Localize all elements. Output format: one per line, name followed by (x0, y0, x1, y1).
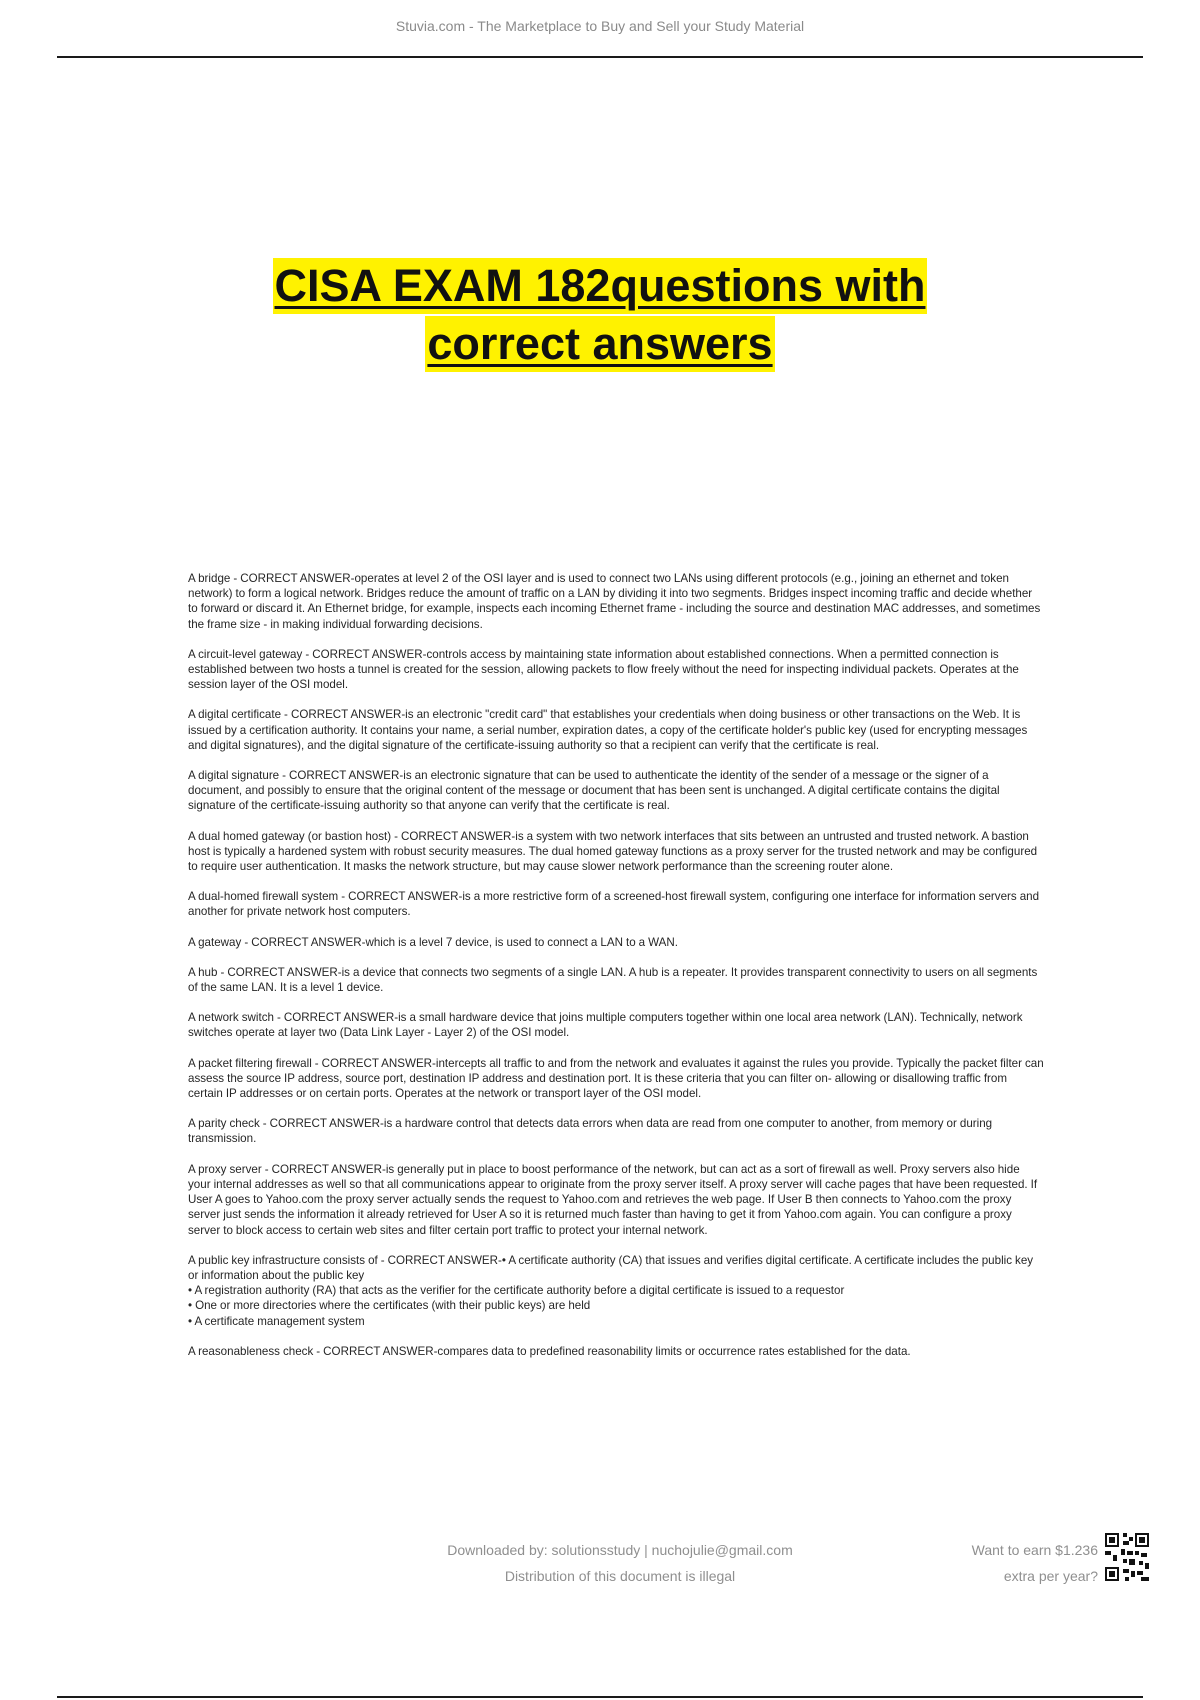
page-header: Stuvia.com - The Marketplace to Buy and Sell your Study Material (395, 18, 805, 34)
footer-divider (57, 1696, 1143, 1698)
qa-item: A packet filtering firewall - CORRECT ANSWER-intercepts all traffic to and from the network and evaluates it against the rules you provide. Typically the packet filter can assess the source IP address, source port, destination IP address and destination port. It is these criteria that you can filter on- allowing or disallowing traffic from certain IP addresses or on certain ports. Operates at the network or transport layer of the OSI model. (188, 1056, 1044, 1101)
qa-item: A public key infrastructure consists of - CORRECT ANSWER-• A certificate authority (CA) that issues and verifies digital certificate. A certificate includes the public key or information about the public key • A registration authority (RA) that acts as the verifier for the certificate authority before a digital certificate is issued to a requestor • One or more directories where the certificates (with their public keys) are held • A certificate management system (188, 1253, 1034, 1328)
qa-item: A bridge - CORRECT ANSWER-operates at level 2 of the OSI layer and is used to connect two LANs using different protocols (e.g., joining an ethernet and token network) to form a logical network. Bridges reduce the amount of traffic on a LAN by dividing it into two segments. Bridges inspect incoming traffic and decide whether to forward or discard it. An Ethernet bridge, for example, inspects each incoming Ethernet frame - including the source and destination MAC addresses, and sometimes the frame size - in making individual forwarding decisions. (188, 572, 1041, 631)
qa-item: A gateway - CORRECT ANSWER-which is a level 7 device, is used to connect a LAN to a WAN. (188, 935, 678, 949)
earn-promo-line-1: Want to earn $1.236 (971, 1542, 1098, 1558)
footer-download-info (370, 1537, 870, 1589)
qa-item: A reasonableness check - CORRECT ANSWER-compares data to predefined reasonability limits or occurrence rates established for the data. (188, 1344, 911, 1358)
qa-item: A network switch - CORRECT ANSWER-is a small hardware device that joins multiple computers together within one local area network (LAN). Technically, network switches operate at layer two (Data Link Layer - Layer 2) of the OSI model. (188, 1011, 1023, 1040)
qa-item: A dual-homed firewall system - CORRECT ANSWER-is a more restrictive form of a screened-host firewall system, configuring one interface for information servers and another for private network host computers. (188, 890, 1040, 919)
earn-promo-line-2: extra per year? (1003, 1568, 1098, 1584)
qa-item: A hub - CORRECT ANSWER-is a device that connects two segments of a single LAN. A hub is a repeater. It provides transparent connectivity to users on all segments of the same LAN. It is a level 1 device. (188, 965, 1038, 995)
qa-item: A digital signature - CORRECT ANSWER-is an electronic signature that can be used to authenticate the identity of the sender of a message or the signer of a document, and possibly to ensure that the original content of the message or document that has been sent is unchanged. A digital certificate contains the digital signature of the certificate-issuing authority so that anyone can verify that the certificate is real. (188, 769, 1000, 813)
qa-list (188, 571, 1044, 1374)
title-line-1: CISA EXAM 182questions with (273, 258, 928, 314)
qa-item: A parity check - CORRECT ANSWER-is a hardware control that detects data errors when data are read from one computer to another, from memory or during transmission. (188, 1117, 993, 1146)
qa-item: A dual homed gateway (or bastion host) - CORRECT ANSWER-is a system with two network interfaces that sits between an untrusted and trusted network. A bastion host is typically a hardened system with robust security measures. The dual homed gateway functions as a proxy server for the trusted network and may be configured to require user authentication. It masks the network structure, but may cause slower network performance than the screening router alone. (188, 829, 1038, 874)
downloaded-by-text: Downloaded by: solutionsstudy | nuchojulie@gmail.com (447, 1542, 793, 1558)
qa-item: A circuit-level gateway - CORRECT ANSWER-controls access by maintaining state information about established connections. When a permitted connection is established between two hosts a tunnel is created for the session, allowing packets to flow freely without the need for inspecting individual packets. Operates at the session layer of the OSI model. (188, 647, 1019, 692)
distribution-notice: Distribution of this document is illegal (504, 1568, 736, 1584)
earn-promo[interactable] (930, 1537, 1098, 1589)
qa-item: A digital certificate - CORRECT ANSWER-is an electronic "credit card" that establishes your credentials when doing business or other transactions on the Web. It is issued by a certification authority. It contains your name, a serial number, expiration dates, a copy of the certificate holder's public key (used for encrypting messages and digital signatures), and the digital signature of the certificate-issuing authority so that a recipient can verify that the certificate is real. (188, 708, 1028, 752)
qa-item: A proxy server - CORRECT ANSWER-is generally put in place to boost performance of the network, but can act as a sort of firewall as well. Proxy servers also hide your internal addresses as well so that all communications appear to originate from the proxy server itself. A proxy server will cache pages that have been requested. If User A goes to Yahoo.com the proxy server actually sends the request to Yahoo.com and retrieves the web page. If User B then connects to Yahoo.com the proxy server just sends the information it already retrieved for User A so it is returned much faster than having to get it from Yahoo.com again. You can configure a proxy server to block access to certain web sites and filter certain port traffic to protect your internal network. (188, 1162, 1038, 1237)
qr-code-icon[interactable] (1103, 1531, 1151, 1583)
document-title (0, 258, 1200, 372)
header-divider (57, 56, 1143, 58)
title-line-2: correct answers (425, 316, 774, 372)
